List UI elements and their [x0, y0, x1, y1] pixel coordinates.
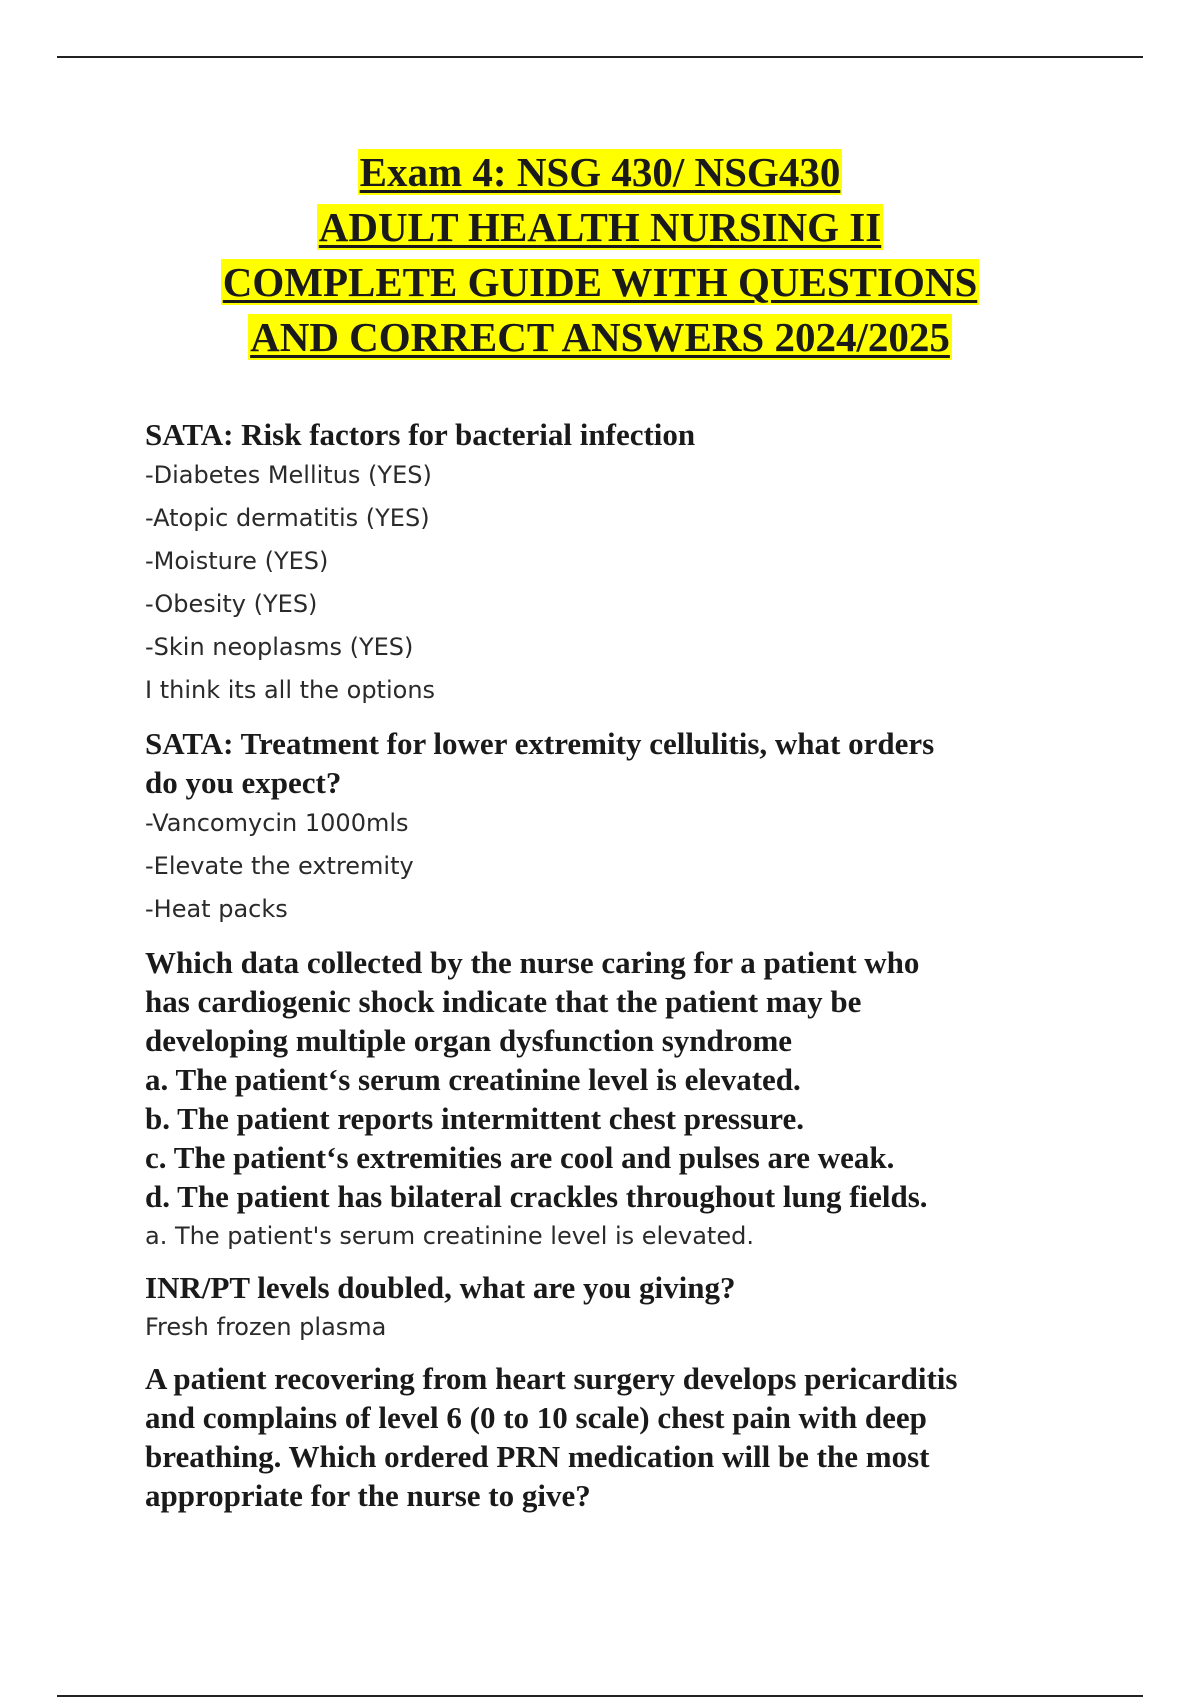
question-line: SATA: Risk factors for bacterial infection — [145, 417, 696, 452]
question-line: and complains of level 6 (0 to 10 scale) chest pain with deep — [145, 1400, 927, 1435]
question-line: has cardiogenic shock indicate that the patient may be — [145, 984, 862, 1019]
title-line: COMPLETE GUIDE WITH QUESTIONS — [222, 259, 978, 305]
answer-line: -Skin neoplasms (YES) — [145, 633, 414, 661]
qa-list — [145, 415, 1065, 1527]
question-line: INR/PT levels doubled, what are you giving? — [145, 1270, 736, 1305]
question-line: developing multiple organ dysfunction syndrome — [145, 1023, 793, 1058]
question-line: A patient recovering from heart surgery develops pericarditis — [145, 1361, 958, 1396]
question-line: appropriate for the nurse to give? — [145, 1478, 591, 1513]
top-rule — [57, 56, 1143, 58]
answer-line: a. The patient's serum creatinine level is elevated. — [145, 1222, 754, 1250]
document-title — [0, 145, 1200, 365]
title-line: AND CORRECT ANSWERS 2024/2025 — [250, 314, 950, 360]
question-line: Which data collected by the nurse caring for a patient who — [145, 945, 920, 980]
qa-item — [145, 724, 1065, 931]
answer-line: -Heat packs — [145, 895, 288, 923]
question-line: do you expect? — [145, 765, 342, 800]
answer-line: -Elevate the extremity — [145, 852, 414, 880]
answer-line: -Atopic dermatitis (YES) — [145, 504, 430, 532]
question-line: c. The patient‘s extremities are cool and pulses are weak. — [145, 1140, 895, 1175]
qa-item — [145, 1268, 1065, 1347]
bottom-rule — [57, 1695, 1143, 1697]
question-line: SATA: Treatment for lower extremity cellulitis, what orders — [145, 726, 935, 761]
qa-item — [145, 943, 1065, 1256]
qa-item — [145, 1359, 1065, 1515]
question-line: b. The patient reports intermittent chest pressure. — [145, 1101, 804, 1136]
answer-line: -Moisture (YES) — [145, 547, 329, 575]
qa-item — [145, 415, 1065, 712]
answer-line: -Obesity (YES) — [145, 590, 318, 618]
question-line: a. The patient‘s serum creatinine level is elevated. — [145, 1062, 801, 1097]
title-line: ADULT HEALTH NURSING II — [318, 204, 882, 250]
answer-line: Fresh frozen plasma — [145, 1313, 387, 1341]
title-line: Exam 4: NSG 430/ NSG430 — [359, 149, 841, 195]
question-line: breathing. Which ordered PRN medication will be the most — [145, 1439, 930, 1474]
answer-line: -Vancomycin 1000mls — [145, 809, 409, 837]
answer-line: I think its all the options — [145, 676, 436, 704]
question-line: d. The patient has bilateral crackles throughout lung fields. — [145, 1179, 928, 1214]
answer-line: -Diabetes Mellitus (YES) — [145, 461, 432, 489]
